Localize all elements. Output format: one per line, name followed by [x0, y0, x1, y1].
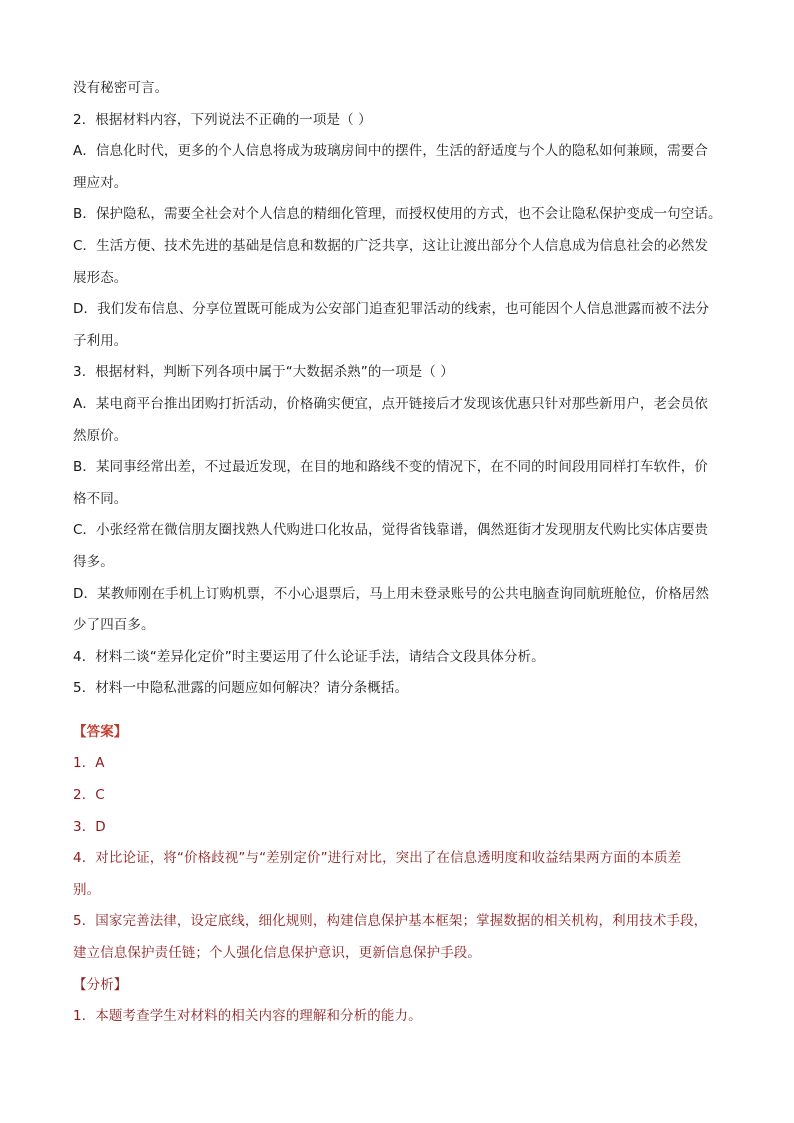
question-section: [73, 76, 733, 708]
question-line: C．小张经常在微信朋友圈找熟人代购进口化妆品，觉得省钱靠谱，偶然逛街才发现朋友代购比实体店要贵: [73, 522, 709, 539]
answer-line: 2．C: [73, 787, 105, 804]
section-gap: [73, 708, 733, 720]
question-line: B．保护隐私，需要全社会对个人信息的精细化管理，而授权使用的方式，也不会让隐私保护变成一句空话。: [73, 206, 722, 223]
question-line: 展形态。: [73, 269, 128, 286]
question-line: 没有秘密可言。: [73, 80, 169, 96]
question-line: 格不同。: [73, 490, 128, 507]
question-line: 然原价。: [73, 427, 128, 444]
analysis-section: [73, 973, 733, 1036]
answer-line: 4．对比论证，将“价格歧视”与“差别定价”进行对比，突出了在信息透明度和收益结果两方面的本质差: [73, 850, 682, 867]
answer-header: 【答案】: [73, 723, 128, 740]
question-line: 2．根据材料内容，下列说法不正确的一项是（ ）: [73, 111, 372, 128]
question-line: 4．材料二谈“差异化定价”时主要运用了什么论证手法，请结合文段具体分析。: [73, 648, 545, 665]
question-line: 子利用。: [73, 332, 128, 349]
document-content: [73, 76, 733, 1036]
question-line: 得多。: [73, 553, 114, 570]
answer-line: 建立信息保护责任链；个人强化信息保护意识，更新信息保护手段。: [73, 945, 481, 962]
answer-section: [73, 720, 733, 973]
question-line: 少了四百多。: [73, 617, 155, 634]
answer-line: 3．D: [73, 818, 106, 835]
analysis-header: 【分析】: [73, 976, 128, 993]
question-line: A．信息化时代，更多的个人信息将成为玻璃房间中的摆件，生活的舒适度与个人的隐私如何兼顾，需要合: [73, 143, 708, 160]
question-line: 5．材料一中隐私泄露的问题应如何解决？请分条概括。: [73, 680, 409, 697]
answer-line: 别。: [73, 881, 101, 898]
question-line: B．某同事经常出差，不过最近发现，在目的地和路线不变的情况下，在不同的时间段用同样打车软件，价: [73, 459, 708, 476]
analysis-line: 1．本题考查学生对材料的相关内容的理解和分析的能力。: [73, 1008, 422, 1025]
question-line: D．我们发布信息、分享位置既可能成为公安部门追查犯罪活动的线索，也可能因个人信息泄露而被不法分: [73, 301, 710, 318]
question-line: C．生活方便、技术先进的基础是信息和数据的广泛共享，这让让渡出部分个人信息成为信息社会的必然发: [73, 237, 709, 254]
question-line: 3．根据材料，判断下列各项中属于“大数据杀熟”的一项是（ ）: [73, 364, 454, 381]
question-line: 理应对。: [73, 174, 128, 191]
question-line: D．某教师刚在手机上订购机票，不小心退票后，马上用未登录账号的公共电脑查询同航班舱位，价格居然: [73, 585, 710, 602]
question-line: A．某电商平台推出团购打折活动，价格确实便宜，点开链接后才发现该优惠只针对那些新用户，老会员依: [73, 395, 708, 412]
answer-line: 5．国家完善法律，设定底线，细化规则，构建信息保护基本框架；掌握数据的相关机构，利用技术手段，: [73, 913, 708, 930]
answer-line: 1．A: [73, 755, 105, 772]
